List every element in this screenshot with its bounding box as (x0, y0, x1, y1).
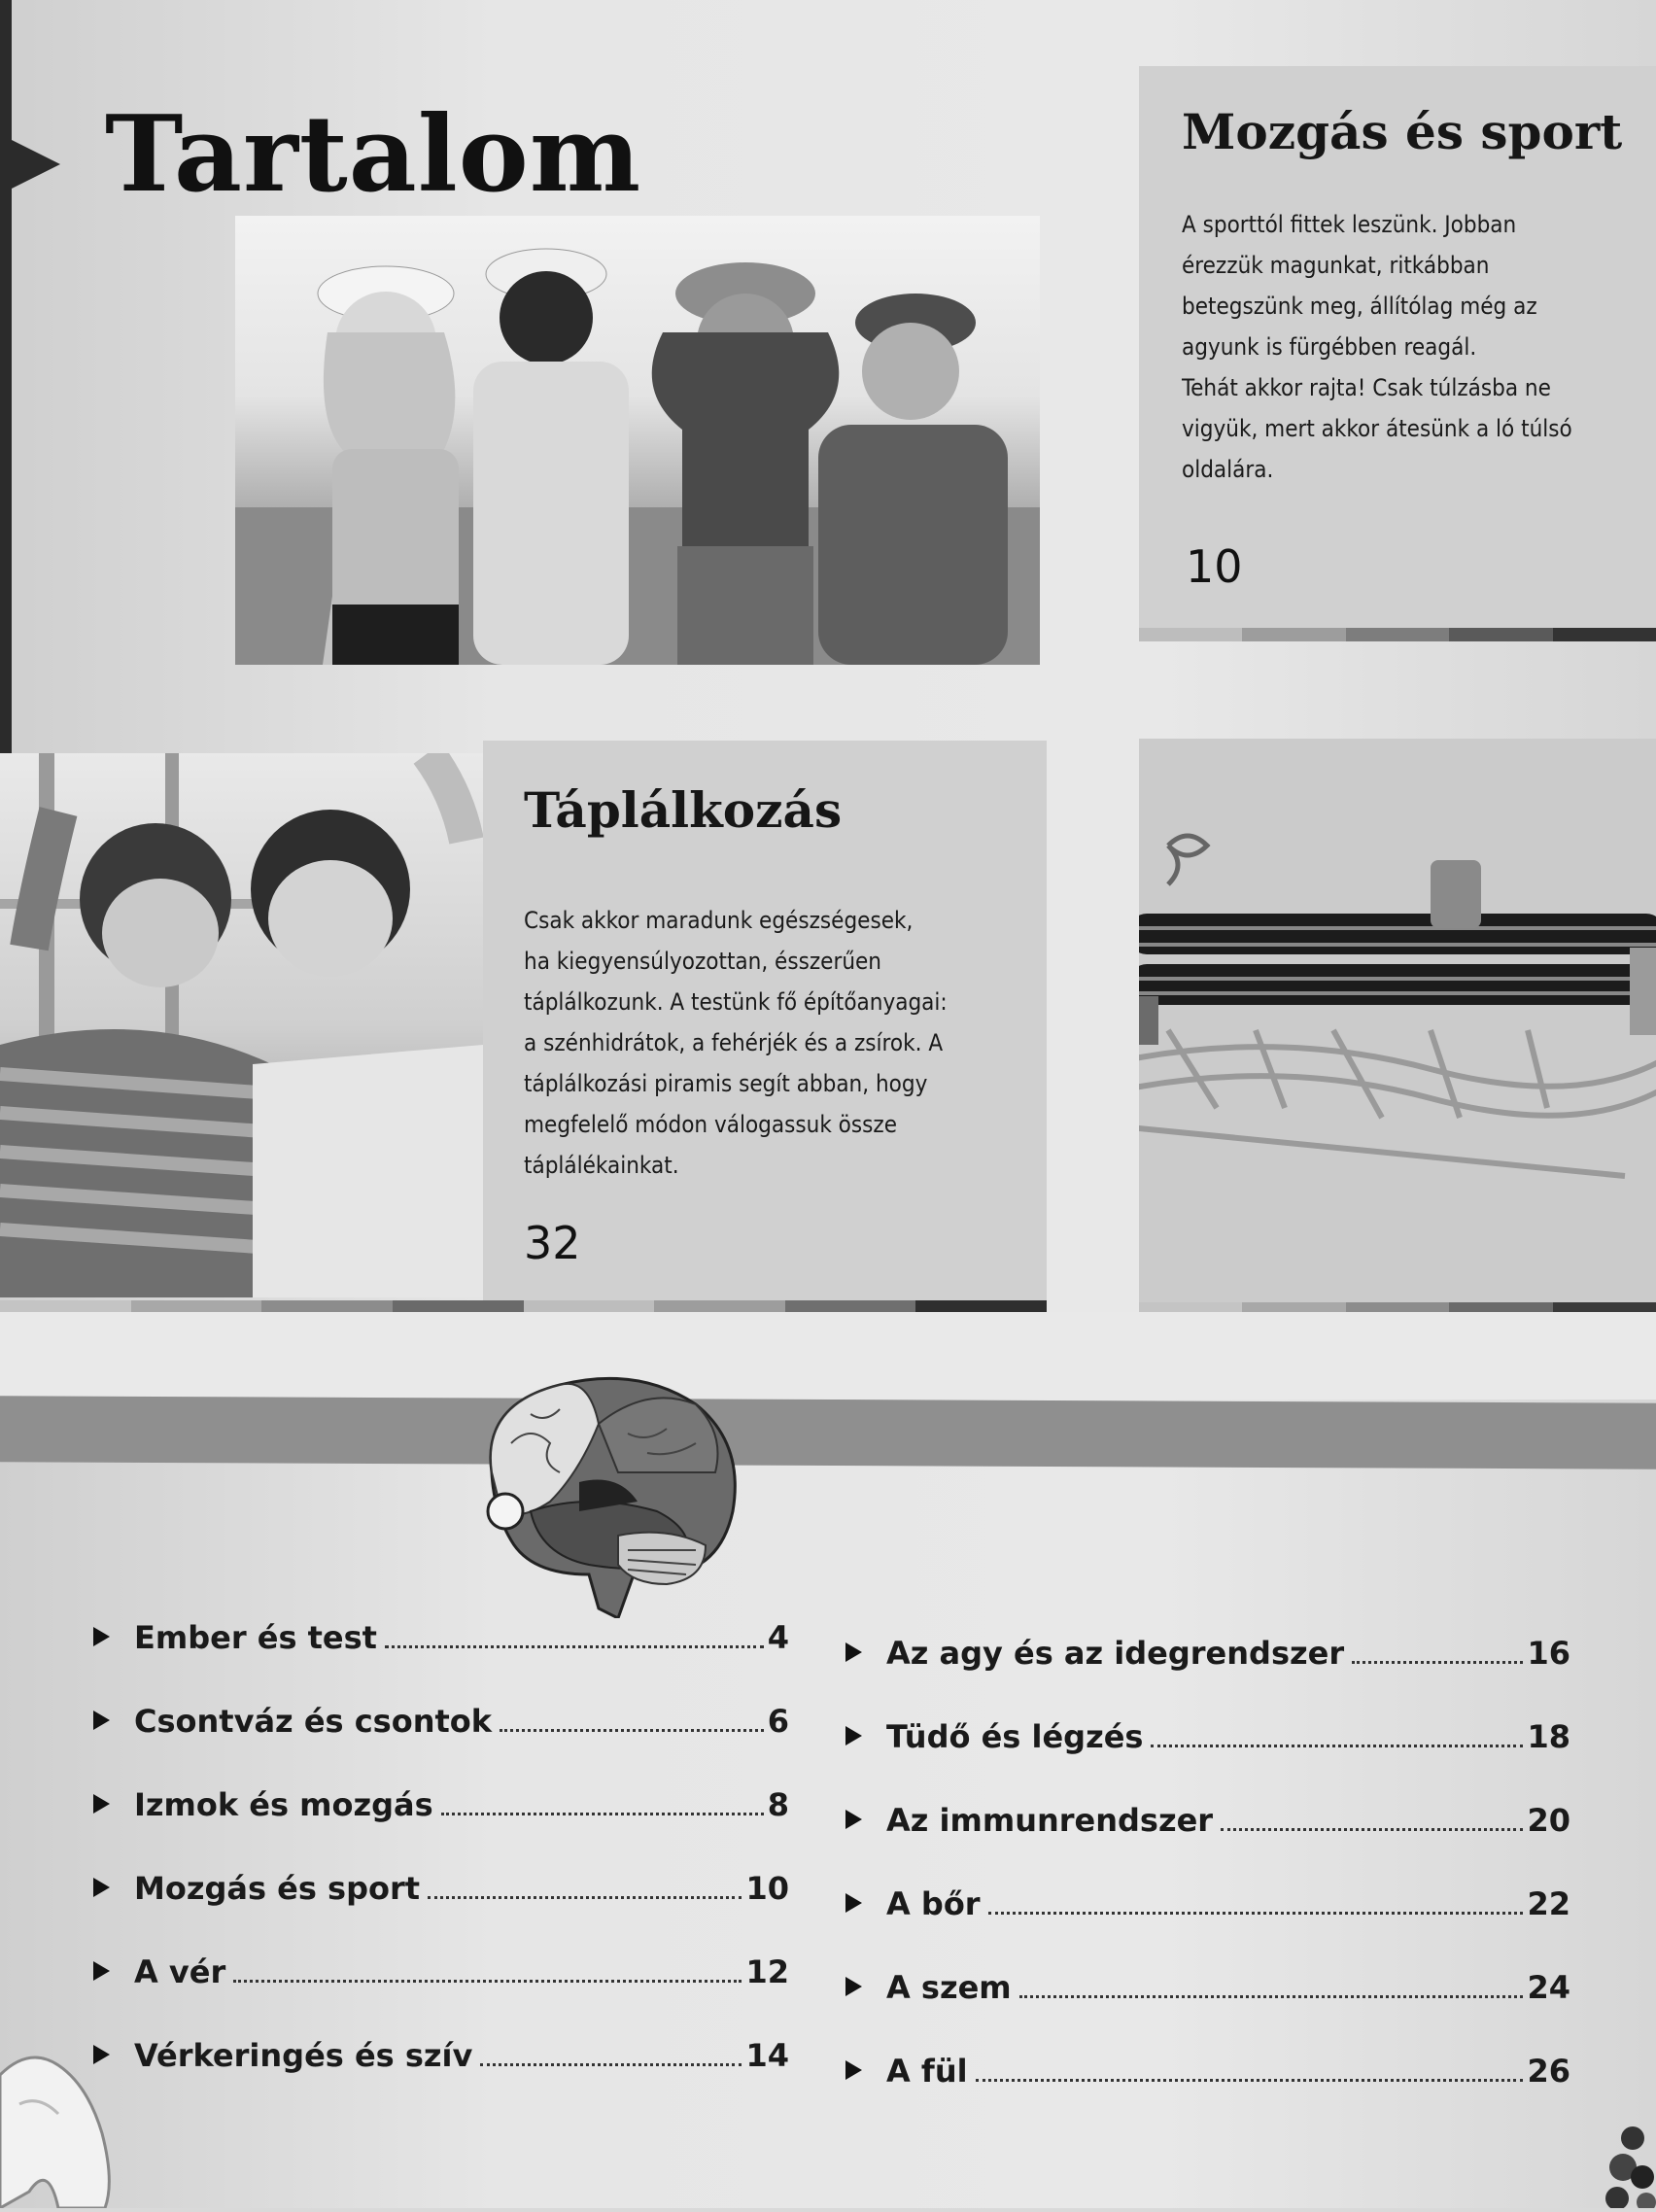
toc-entry[interactable] (845, 1635, 1570, 1718)
feature-line: agyunk is fürgébben reagál. (1182, 333, 1477, 361)
toc-entry[interactable] (845, 1969, 1570, 2053)
toc-entry-page: 20 (1527, 1802, 1570, 1839)
toc-entry-page: 16 (1527, 1635, 1570, 1672)
toc-entry-page: 22 (1527, 1885, 1570, 1922)
toc-entry-page: 14 (745, 2037, 789, 2074)
brain-illustration (472, 1365, 742, 1618)
triangle-bullet-icon (845, 1810, 862, 1829)
toc-leader-dots (1221, 1828, 1523, 1831)
toc-leader-dots (988, 1912, 1524, 1915)
feature-heading: Mozgás és sport (1182, 103, 1623, 160)
eating-photo-art (0, 753, 483, 1297)
feature-line: betegszünk meg, állítólag még az (1182, 293, 1537, 320)
tooth-illustration (0, 2046, 115, 2208)
membrane-art (1139, 739, 1656, 1302)
toc-entry-title: Az immunrendszer (886, 1802, 1214, 1839)
toc-entry-title: A fül (886, 2053, 968, 2090)
toc-entry-title: A bőr (886, 1885, 981, 1922)
toc-entry[interactable] (845, 2053, 1570, 2136)
page-title: Tartalom (105, 93, 642, 216)
toc-entry-title: Mozgás és sport (134, 1870, 421, 1907)
feature-line: a szénhidrátok, a fehérjék és a zsírok. A (524, 1029, 944, 1056)
feature-page-number: 32 (524, 1217, 581, 1269)
children-photo-art (235, 216, 1040, 665)
feature-text (1182, 204, 1639, 490)
toc-entry-page: 12 (745, 1953, 789, 1990)
triangle-bullet-icon (845, 2060, 862, 2080)
toc-entry[interactable] (93, 1619, 789, 1703)
color-stripe (1139, 628, 1656, 641)
feature-line: ha kiegyensúlyozottan, ésszerűen (524, 948, 881, 975)
feature-heading: Táplálkozás (524, 781, 843, 839)
toc-entry[interactable] (93, 1703, 789, 1786)
toc-entry-page: 18 (1527, 1718, 1570, 1755)
feature-card-sport (1139, 66, 1656, 628)
cell-membrane-illustration (1139, 739, 1656, 1302)
triangle-bullet-icon (93, 1627, 110, 1646)
triangle-bullet-icon (93, 1794, 110, 1814)
feature-line: vigyük, mert akkor átesünk a ló túlsó (1182, 415, 1572, 442)
toc-entry[interactable] (845, 1718, 1570, 1802)
toc-entry-page: 6 (767, 1703, 789, 1740)
toc-entry-title: Az agy és az idegrendszer (886, 1635, 1345, 1672)
toc-entry-title: A szem (886, 1969, 1012, 2006)
children-eating-photo (0, 753, 483, 1297)
toc-leader-dots (480, 2063, 742, 2066)
triangle-bullet-icon (93, 1711, 110, 1730)
triangle-bullet-icon (845, 1726, 862, 1745)
toc-entry-page: 10 (745, 1870, 789, 1907)
toc-entry[interactable] (93, 1786, 789, 1870)
toc-leader-dots (1352, 1661, 1523, 1664)
feature-page-number: 10 (1186, 540, 1243, 593)
feature-line: Tehát akkor rajta! Csak túlzásba ne (1182, 374, 1551, 401)
toc-entry-title: Csontváz és csontok (134, 1703, 493, 1740)
toc-entry[interactable] (93, 2037, 789, 2121)
toc-leader-dots (1151, 1745, 1523, 1747)
toc-entry[interactable] (93, 1953, 789, 2037)
toc-leader-dots (233, 1980, 742, 1983)
toc-leader-dots (500, 1729, 764, 1732)
toc-entry-title: Tüdő és légzés (886, 1718, 1144, 1755)
feature-line: táplálékainkat. (524, 1152, 679, 1179)
toc-entry-page: 4 (767, 1619, 789, 1656)
binding-spine (0, 0, 12, 758)
triangle-bullet-icon (93, 1878, 110, 1897)
toc-left-column (93, 1619, 789, 2121)
triangle-bullet-icon (93, 1961, 110, 1981)
feature-text (524, 900, 1010, 1186)
triangle-bullet-icon (845, 1642, 862, 1662)
feature-card-nutrition (483, 741, 1047, 1302)
toc-entry[interactable] (93, 1870, 789, 1953)
feature-line: A sporttól fittek leszünk. Jobban (1182, 211, 1517, 238)
children-group-photo (235, 216, 1040, 665)
toc-entry-title: Izmok és mozgás (134, 1786, 433, 1823)
feature-line: oldalára. (1182, 456, 1274, 483)
toc-entry-title: Ember és test (134, 1619, 377, 1656)
corner-art (1604, 2119, 1656, 2208)
section-divider-band (0, 1396, 1656, 1469)
feature-line: Csak akkor maradunk egészségesek, (524, 907, 914, 934)
feature-line: táplálkozási piramis segít abban, hogy (524, 1070, 928, 1097)
toc-leader-dots (428, 1896, 742, 1899)
toc-entry-title: A vér (134, 1953, 226, 1990)
corner-illustration (1604, 2119, 1656, 2208)
feature-line: táplálkozunk. A testünk fő építőanyagai: (524, 988, 948, 1016)
toc-entry-title: Vérkeringés és szív (134, 2037, 473, 2074)
section-divider-white (0, 1312, 1656, 1400)
brain-art (472, 1365, 742, 1618)
feature-line: érezzük magunkat, ritkábban (1182, 252, 1490, 279)
toc-leader-dots (976, 2079, 1524, 2082)
tooth-art (0, 2046, 115, 2208)
toc-entry-page: 26 (1527, 2053, 1570, 2090)
toc-leader-dots (1019, 1995, 1524, 1998)
triangle-bullet-icon (845, 1977, 862, 1996)
toc-right-column (845, 1635, 1570, 2136)
toc-entry-page: 24 (1527, 1969, 1570, 2006)
triangle-bullet-icon (845, 1893, 862, 1913)
spine-arrow-marker (0, 134, 60, 194)
toc-entry[interactable] (845, 1802, 1570, 1885)
toc-leader-dots (385, 1645, 764, 1648)
feature-line: megfelelő módon válogassuk össze (524, 1111, 897, 1138)
toc-leader-dots (441, 1813, 764, 1815)
toc-entry[interactable] (845, 1885, 1570, 1969)
toc-entry-page: 8 (767, 1786, 789, 1823)
